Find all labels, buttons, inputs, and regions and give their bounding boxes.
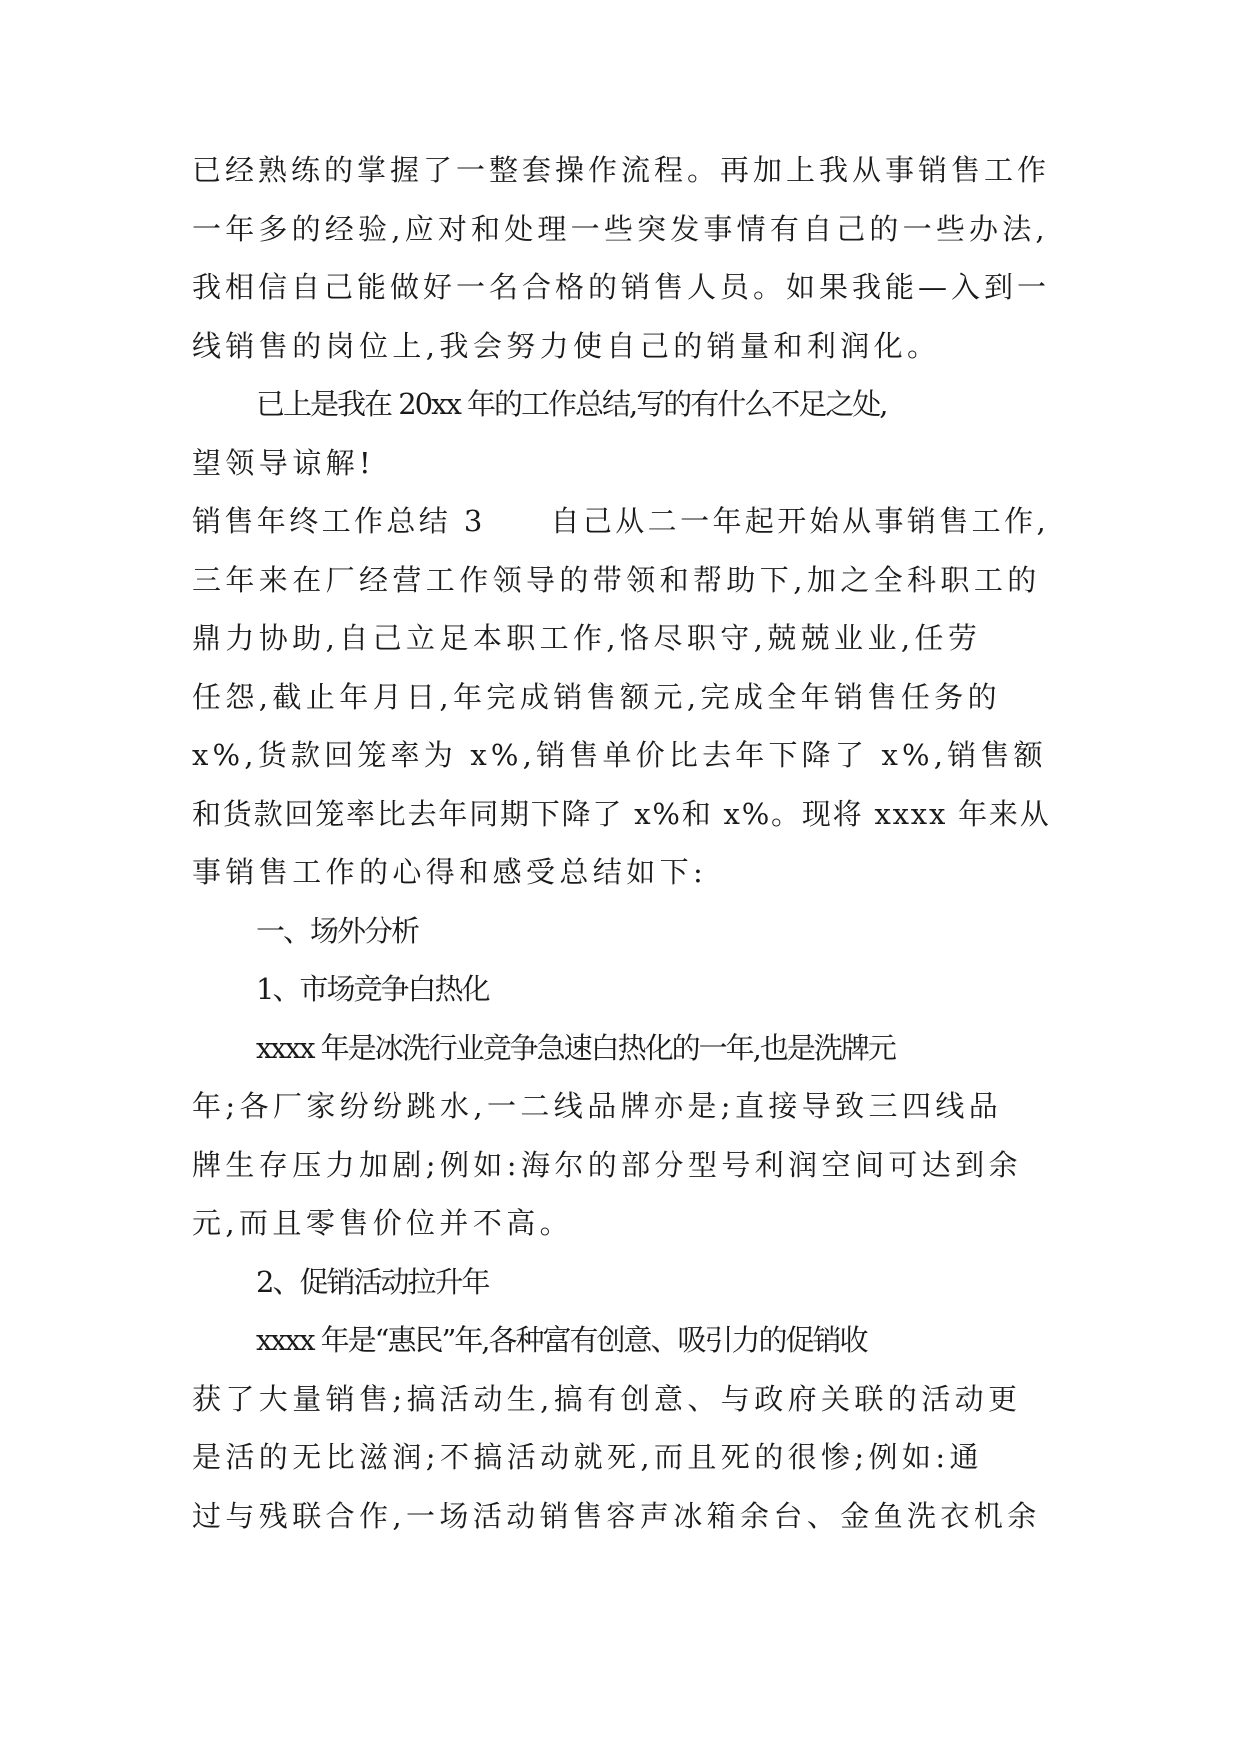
text-line: xxxx 年是“惠民”年,各种富有创意、吸引力的促销收 (256, 1323, 867, 1357)
text-line: 望领导谅解! (192, 446, 376, 480)
text-line: 事销售工作的心得和感受总结如下: (192, 855, 708, 889)
text-line: 一年多的经验,应对和处理一些突发事情有自己的一些办法, (192, 212, 1049, 246)
text-line: 已上是我在 20xx 年的工作总结,写的有什么不足之处, (256, 387, 887, 421)
text-line: 是活的无比滋润;不搞活动就死,而且死的很惨;例如:通 (192, 1440, 983, 1474)
text-line: 和货款回笼率比去年同期下降了 x%和 x%。现将 xxxx 年来从 (192, 797, 1051, 831)
text-line: x%,货款回笼率为 x%,销售单价比去年下降了 x%,销售额 (192, 738, 1047, 772)
text-line: 我相信自己能做好一名合格的销售人员。如果我能—入到一 (192, 270, 1051, 304)
subheading-line: 2、促销活动拉升年 (256, 1265, 489, 1299)
subheading-line: 一、场外分析 (256, 914, 419, 948)
text-line: 过与残联合作,一场活动销售容声冰箱余台、金鱼洗衣机余 (192, 1499, 1041, 1533)
subheading-line: 1、市场竞争白热化 (256, 972, 489, 1006)
text-line: 牌生存压力加剧;例如:海尔的部分型号利润空间可达到余 (192, 1148, 1022, 1182)
text-line: 线销售的岗位上,我会努力使自己的销量和利润化。 (192, 329, 941, 363)
text-line: 获了大量销售;搞活动生,搞有创意、与政府关联的活动更 (192, 1382, 1022, 1416)
text-line: xxxx 年是冰洗行业竞争急速白热化的一年,也是洗牌元 (256, 1031, 895, 1065)
text-line: 元,而且零售价位并不高。 (192, 1206, 574, 1240)
section-heading-line: 销售年终工作总结 3 自己从二一年起开始从事销售工作, (192, 504, 1050, 538)
text-line: 年;各厂家纷纷跳水,一二线品牌亦是;直接导致三四线品 (192, 1089, 1003, 1123)
text-line: 任怨,截止年月日,年完成销售额元,完成全年销售任务的 (192, 680, 1002, 714)
text-line: 三年来在厂经营工作领导的带领和帮助下,加之全科职工的 (192, 563, 1041, 597)
text-line: 鼎力协助,自己立足本职工作,恪尽职守,兢兢业业,任劳 (192, 621, 982, 655)
text-line: 已经熟练的掌握了一整套操作流程。再加上我从事销售工作 (192, 153, 1051, 187)
